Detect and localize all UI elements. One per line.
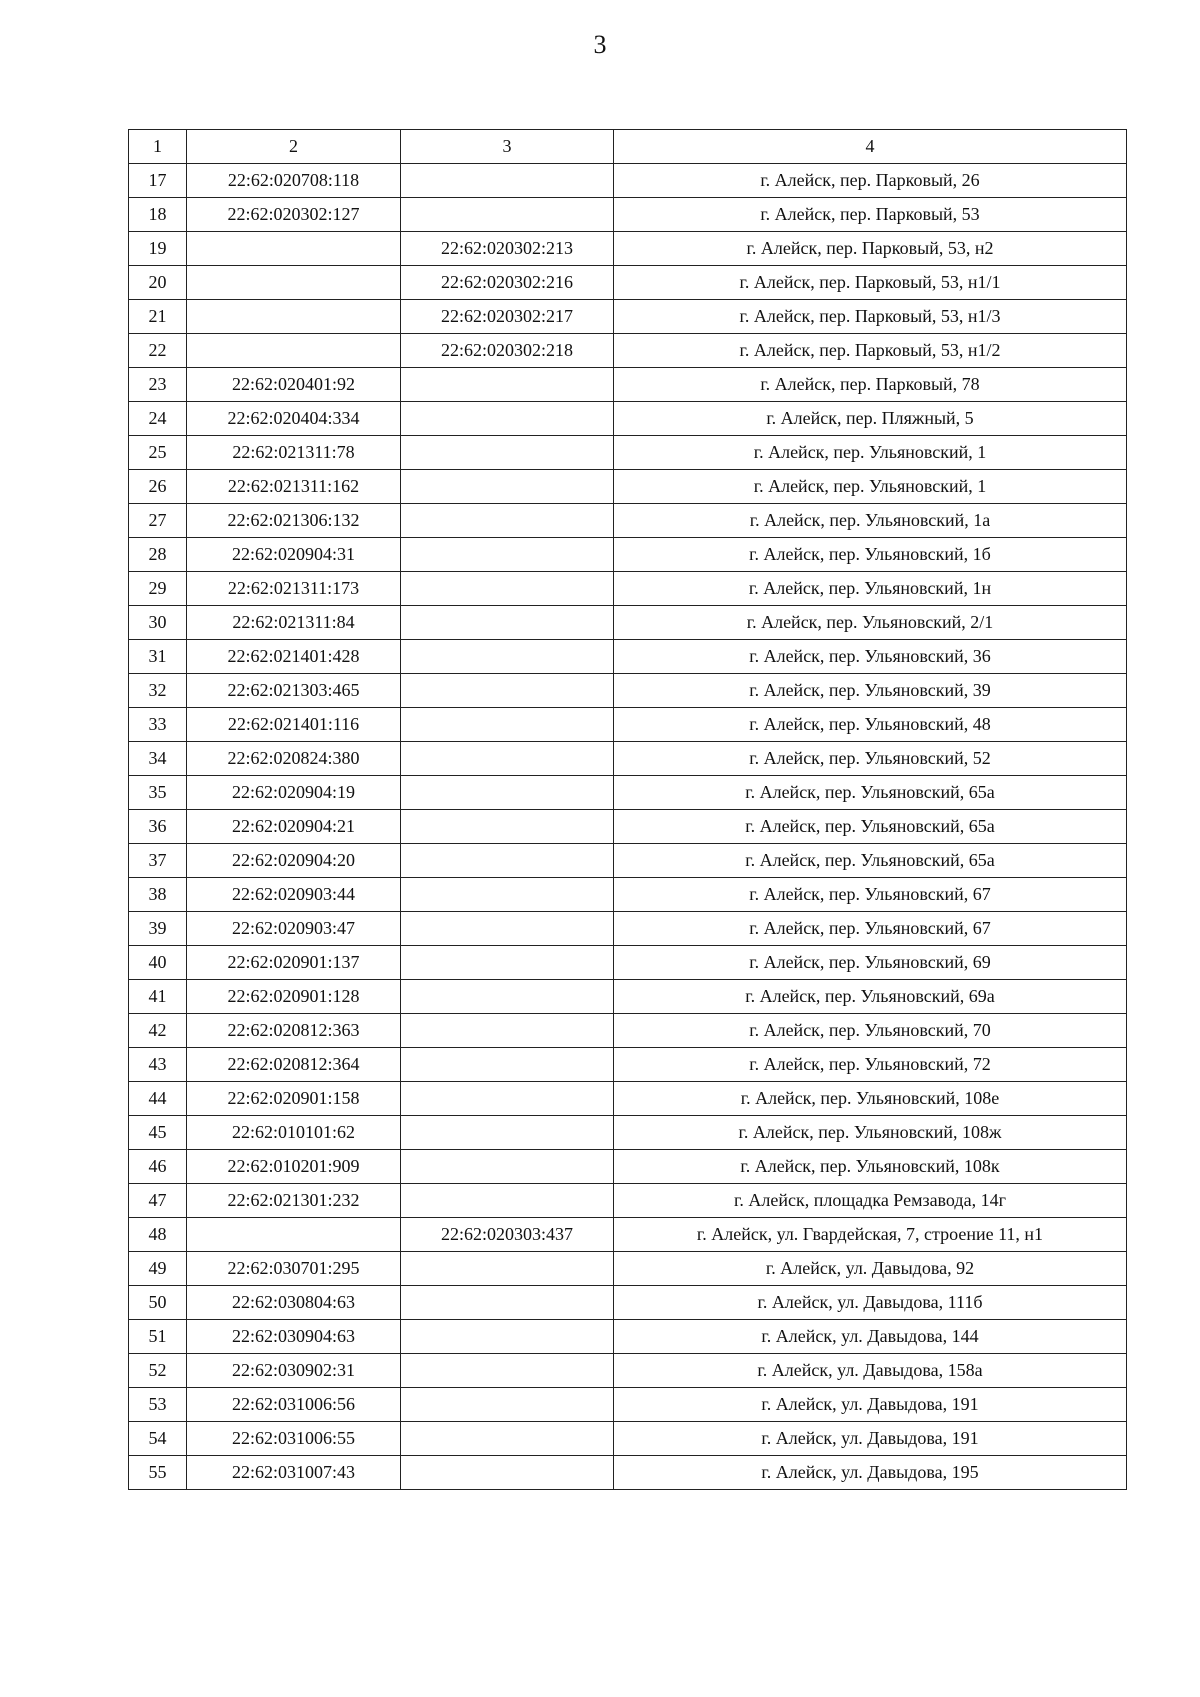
table-row (129, 164, 1127, 198)
cadastral-number-cell: 22:62:020302:127 (187, 198, 401, 232)
premises-number-cell (401, 1456, 614, 1490)
row-number-cell: 53 (129, 1388, 187, 1422)
address-cell: г. Алейск, ул. Давыдова, 191 (614, 1422, 1127, 1456)
table-row (129, 1218, 1127, 1252)
address-cell: г. Алейск, пер. Ульяновский, 36 (614, 640, 1127, 674)
table-row (129, 980, 1127, 1014)
property-table (128, 129, 1127, 1490)
table-row (129, 334, 1127, 368)
address-cell: г. Алейск, ул. Давыдова, 144 (614, 1320, 1127, 1354)
row-number-cell: 47 (129, 1184, 187, 1218)
table-row (129, 742, 1127, 776)
address-cell: г. Алейск, ул. Давыдова, 111б (614, 1286, 1127, 1320)
row-number-cell: 43 (129, 1048, 187, 1082)
premises-number-cell (401, 674, 614, 708)
address-cell: г. Алейск, пер. Ульяновский, 72 (614, 1048, 1127, 1082)
table-row (129, 640, 1127, 674)
premises-number-cell (401, 538, 614, 572)
table-body (129, 164, 1127, 1490)
address-cell: г. Алейск, пер. Ульяновский, 108к (614, 1150, 1127, 1184)
address-cell: г. Алейск, пер. Пляжный, 5 (614, 402, 1127, 436)
address-cell: г. Алейск, пер. Ульяновский, 70 (614, 1014, 1127, 1048)
cadastral-number-cell: 22:62:020904:21 (187, 810, 401, 844)
table-row (129, 776, 1127, 810)
premises-number-cell (401, 1082, 614, 1116)
premises-number-cell (401, 572, 614, 606)
table-row (129, 198, 1127, 232)
row-number-cell: 31 (129, 640, 187, 674)
table-row (129, 1150, 1127, 1184)
premises-number-cell (401, 402, 614, 436)
row-number-cell: 33 (129, 708, 187, 742)
table-row (129, 1048, 1127, 1082)
premises-number-cell (401, 810, 614, 844)
premises-number-cell: 22:62:020302:217 (401, 300, 614, 334)
row-number-cell: 46 (129, 1150, 187, 1184)
cadastral-number-cell: 22:62:020901:128 (187, 980, 401, 1014)
row-number-cell: 17 (129, 164, 187, 198)
premises-number-cell (401, 1048, 614, 1082)
premises-number-cell (401, 980, 614, 1014)
cadastral-number-cell: 22:62:020901:158 (187, 1082, 401, 1116)
premises-number-cell (401, 1354, 614, 1388)
address-cell: г. Алейск, пер. Парковый, 53, н1/1 (614, 266, 1127, 300)
cadastral-number-cell (187, 334, 401, 368)
premises-number-cell: 22:62:020302:213 (401, 232, 614, 266)
table-header-row (129, 130, 1127, 164)
row-number-cell: 26 (129, 470, 187, 504)
premises-number-cell (401, 1388, 614, 1422)
premises-number-cell (401, 946, 614, 980)
cadastral-number-cell: 22:62:030804:63 (187, 1286, 401, 1320)
row-number-cell: 54 (129, 1422, 187, 1456)
row-number-cell: 35 (129, 776, 187, 810)
address-cell: г. Алейск, пер. Парковый, 53, н1/2 (614, 334, 1127, 368)
cadastral-number-cell: 22:62:021311:78 (187, 436, 401, 470)
row-number-cell: 29 (129, 572, 187, 606)
table-row (129, 470, 1127, 504)
premises-number-cell: 22:62:020302:216 (401, 266, 614, 300)
row-number-cell: 21 (129, 300, 187, 334)
address-cell: г. Алейск, пер. Парковый, 26 (614, 164, 1127, 198)
row-number-cell: 42 (129, 1014, 187, 1048)
table-row (129, 1184, 1127, 1218)
premises-number-cell: 22:62:020302:218 (401, 334, 614, 368)
row-number-cell: 50 (129, 1286, 187, 1320)
address-cell: г. Алейск, пер. Парковый, 53, н1/3 (614, 300, 1127, 334)
cadastral-number-cell: 22:62:020903:44 (187, 878, 401, 912)
row-number-cell: 20 (129, 266, 187, 300)
cadastral-number-cell: 22:62:020404:334 (187, 402, 401, 436)
row-number-cell: 39 (129, 912, 187, 946)
table-row (129, 1456, 1127, 1490)
table-row (129, 504, 1127, 538)
row-number-cell: 27 (129, 504, 187, 538)
row-number-cell: 49 (129, 1252, 187, 1286)
cadastral-number-cell: 22:62:021401:428 (187, 640, 401, 674)
address-cell: г. Алейск, пер. Ульяновский, 69а (614, 980, 1127, 1014)
row-number-cell: 32 (129, 674, 187, 708)
cadastral-number-cell: 22:62:021301:232 (187, 1184, 401, 1218)
column-header-3: 3 (401, 130, 614, 164)
premises-number-cell (401, 776, 614, 810)
cadastral-number-cell: 22:62:021311:84 (187, 606, 401, 640)
address-cell: г. Алейск, пер. Ульяновский, 65а (614, 844, 1127, 878)
premises-number-cell (401, 436, 614, 470)
table-row (129, 402, 1127, 436)
cadastral-number-cell: 22:62:030701:295 (187, 1252, 401, 1286)
address-cell: г. Алейск, ул. Давыдова, 92 (614, 1252, 1127, 1286)
table-row (129, 606, 1127, 640)
address-cell: г. Алейск, пер. Ульяновский, 1 (614, 436, 1127, 470)
row-number-cell: 40 (129, 946, 187, 980)
cadastral-number-cell: 22:62:030904:63 (187, 1320, 401, 1354)
premises-number-cell (401, 878, 614, 912)
row-number-cell: 23 (129, 368, 187, 402)
cadastral-number-cell: 22:62:020708:118 (187, 164, 401, 198)
address-cell: г. Алейск, ул. Давыдова, 191 (614, 1388, 1127, 1422)
row-number-cell: 22 (129, 334, 187, 368)
table-row (129, 1388, 1127, 1422)
address-cell: г. Алейск, пер. Ульяновский, 2/1 (614, 606, 1127, 640)
cadastral-number-cell: 22:62:020904:31 (187, 538, 401, 572)
table-row (129, 1014, 1127, 1048)
address-cell: г. Алейск, пер. Ульяновский, 1а (614, 504, 1127, 538)
premises-number-cell (401, 1184, 614, 1218)
table-row (129, 1286, 1127, 1320)
row-number-cell: 37 (129, 844, 187, 878)
cadastral-number-cell: 22:62:021311:173 (187, 572, 401, 606)
address-cell: г. Алейск, пер. Ульяновский, 1 (614, 470, 1127, 504)
address-cell: г. Алейск, пер. Парковый, 53 (614, 198, 1127, 232)
address-cell: г. Алейск, пер. Ульяновский, 69 (614, 946, 1127, 980)
table-row (129, 572, 1127, 606)
premises-number-cell (401, 470, 614, 504)
table-row (129, 1252, 1127, 1286)
table-row (129, 1320, 1127, 1354)
table-row (129, 266, 1127, 300)
table-row (129, 436, 1127, 470)
row-number-cell: 41 (129, 980, 187, 1014)
premises-number-cell (401, 1422, 614, 1456)
row-number-cell: 28 (129, 538, 187, 572)
table-row (129, 232, 1127, 266)
cadastral-number-cell (187, 300, 401, 334)
address-cell: г. Алейск, пер. Ульяновский, 67 (614, 878, 1127, 912)
column-header-4: 4 (614, 130, 1127, 164)
address-cell: г. Алейск, пер. Ульяновский, 65а (614, 810, 1127, 844)
premises-number-cell (401, 912, 614, 946)
cadastral-number-cell: 22:62:030902:31 (187, 1354, 401, 1388)
row-number-cell: 51 (129, 1320, 187, 1354)
premises-number-cell (401, 844, 614, 878)
table-row (129, 878, 1127, 912)
row-number-cell: 34 (129, 742, 187, 776)
premises-number-cell (401, 368, 614, 402)
cadastral-number-cell (187, 266, 401, 300)
table-row (129, 708, 1127, 742)
premises-number-cell (401, 1252, 614, 1286)
row-number-cell: 44 (129, 1082, 187, 1116)
address-cell: г. Алейск, пер. Ульяновский, 1н (614, 572, 1127, 606)
table-row (129, 1354, 1127, 1388)
address-cell: г. Алейск, пер. Парковый, 78 (614, 368, 1127, 402)
premises-number-cell (401, 1150, 614, 1184)
cadastral-number-cell: 22:62:020812:363 (187, 1014, 401, 1048)
premises-number-cell: 22:62:020303:437 (401, 1218, 614, 1252)
cadastral-number-cell: 22:62:031006:56 (187, 1388, 401, 1422)
premises-number-cell (401, 640, 614, 674)
table-row (129, 538, 1127, 572)
cadastral-number-cell: 22:62:010101:62 (187, 1116, 401, 1150)
row-number-cell: 24 (129, 402, 187, 436)
address-cell: г. Алейск, ул. Давыдова, 158а (614, 1354, 1127, 1388)
page-number: 3 (593, 30, 607, 59)
premises-number-cell (401, 1116, 614, 1150)
row-number-cell: 25 (129, 436, 187, 470)
address-cell: г. Алейск, ул. Гвардейская, 7, строение 11, н1 (614, 1218, 1127, 1252)
premises-number-cell (401, 1286, 614, 1320)
cadastral-number-cell: 22:62:020812:364 (187, 1048, 401, 1082)
cadastral-number-cell: 22:62:021401:116 (187, 708, 401, 742)
premises-number-cell (401, 606, 614, 640)
address-cell: г. Алейск, пер. Ульяновский, 108ж (614, 1116, 1127, 1150)
premises-number-cell (401, 1320, 614, 1354)
cadastral-number-cell (187, 1218, 401, 1252)
cadastral-number-cell: 22:62:021303:465 (187, 674, 401, 708)
row-number-cell: 48 (129, 1218, 187, 1252)
table-row (129, 1082, 1127, 1116)
address-cell: г. Алейск, пер. Ульяновский, 67 (614, 912, 1127, 946)
cadastral-number-cell: 22:62:031007:43 (187, 1456, 401, 1490)
cadastral-number-cell: 22:62:020401:92 (187, 368, 401, 402)
table-row (129, 810, 1127, 844)
address-cell: г. Алейск, пер. Ульяновский, 48 (614, 708, 1127, 742)
address-cell: г. Алейск, пер. Ульяновский, 39 (614, 674, 1127, 708)
cadastral-number-cell: 22:62:020903:47 (187, 912, 401, 946)
table-row (129, 674, 1127, 708)
cadastral-number-cell: 22:62:020901:137 (187, 946, 401, 980)
premises-number-cell (401, 504, 614, 538)
cadastral-number-cell: 22:62:020904:19 (187, 776, 401, 810)
row-number-cell: 38 (129, 878, 187, 912)
column-header-1: 1 (129, 130, 187, 164)
table-row (129, 844, 1127, 878)
premises-number-cell (401, 742, 614, 776)
row-number-cell: 55 (129, 1456, 187, 1490)
row-number-cell: 52 (129, 1354, 187, 1388)
address-cell: г. Алейск, ул. Давыдова, 195 (614, 1456, 1127, 1490)
cadastral-number-cell: 22:62:031006:55 (187, 1422, 401, 1456)
table-row (129, 300, 1127, 334)
table-row (129, 946, 1127, 980)
row-number-cell: 45 (129, 1116, 187, 1150)
table-row (129, 368, 1127, 402)
row-number-cell: 36 (129, 810, 187, 844)
table-row (129, 912, 1127, 946)
premises-number-cell (401, 164, 614, 198)
cadastral-number-cell (187, 232, 401, 266)
premises-number-cell (401, 1014, 614, 1048)
cadastral-number-cell: 22:62:021306:132 (187, 504, 401, 538)
table-row (129, 1116, 1127, 1150)
row-number-cell: 19 (129, 232, 187, 266)
cadastral-number-cell: 22:62:010201:909 (187, 1150, 401, 1184)
cadastral-number-cell: 22:62:020904:20 (187, 844, 401, 878)
row-number-cell: 30 (129, 606, 187, 640)
premises-number-cell (401, 198, 614, 232)
address-cell: г. Алейск, пер. Ульяновский, 65а (614, 776, 1127, 810)
cadastral-number-cell: 22:62:020824:380 (187, 742, 401, 776)
table-row (129, 1422, 1127, 1456)
row-number-cell: 18 (129, 198, 187, 232)
address-cell: г. Алейск, пер. Ульяновский, 52 (614, 742, 1127, 776)
address-cell: г. Алейск, пер. Ульяновский, 108е (614, 1082, 1127, 1116)
cadastral-number-cell: 22:62:021311:162 (187, 470, 401, 504)
premises-number-cell (401, 708, 614, 742)
address-cell: г. Алейск, площадка Ремзавода, 14г (614, 1184, 1127, 1218)
address-cell: г. Алейск, пер. Парковый, 53, н2 (614, 232, 1127, 266)
address-cell: г. Алейск, пер. Ульяновский, 1б (614, 538, 1127, 572)
column-header-2: 2 (187, 130, 401, 164)
